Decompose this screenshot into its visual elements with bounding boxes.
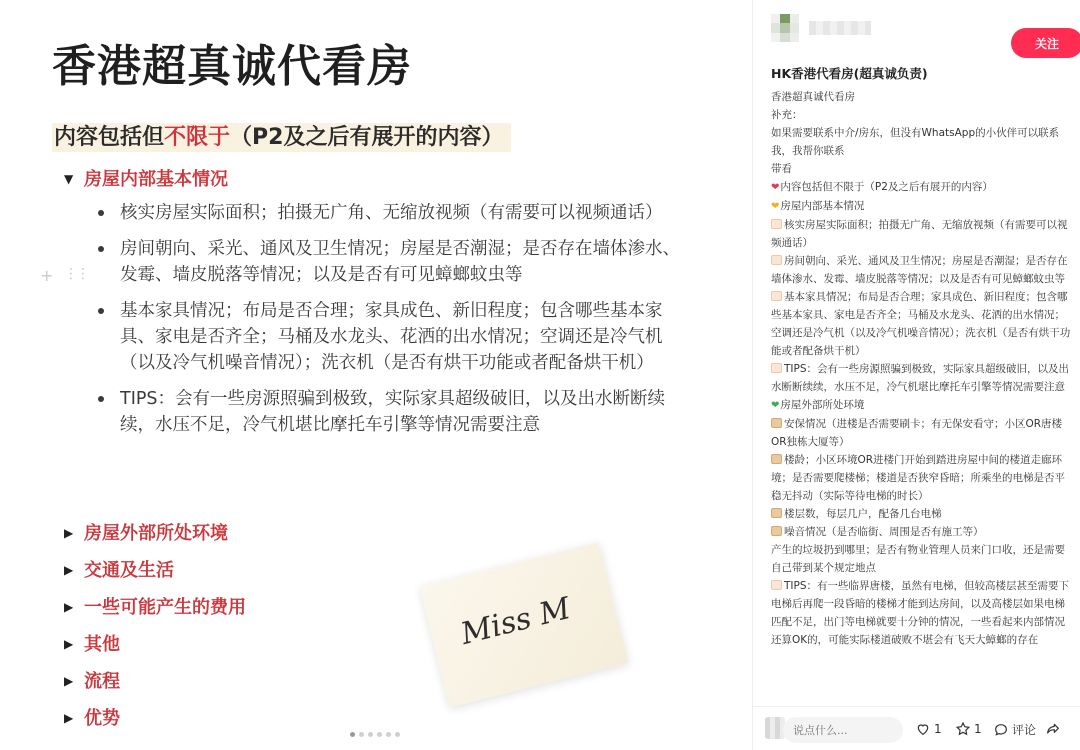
post-body-text: 补充： bbox=[771, 109, 803, 121]
heart-outline-icon bbox=[915, 721, 931, 737]
post-detail-panel bbox=[753, 0, 1080, 750]
post-body-line bbox=[771, 178, 1071, 197]
heart-icon: ❤ bbox=[771, 182, 780, 193]
box-icon bbox=[771, 418, 782, 428]
section-collapsed bbox=[64, 593, 246, 619]
heading-highlight: 不限于 bbox=[164, 125, 231, 150]
triangle-right-icon: ▶ bbox=[64, 711, 74, 725]
section-label: 流程 bbox=[84, 671, 120, 692]
bullet-item: 基本家具情况；布局是否合理；家具成色、新旧程度；包含哪些基本家具、家电是否齐全；马桶及水龙头、花洒的出水情况；空调还是冷气机（以及冷气机噪音情况）；洗衣机（是否有烘干功能或者配备烘干机） bbox=[96, 298, 696, 376]
post-body-text: 产生的垃圾扔到哪里；是否有物业管理人员来门口收，还是需要自己带到某个规定地点 bbox=[771, 544, 1065, 574]
box-icon bbox=[771, 454, 782, 464]
author-row bbox=[771, 14, 1071, 51]
note-icon bbox=[771, 219, 782, 229]
post-body-line bbox=[771, 197, 1071, 216]
bullet-item: 房间朝向、采光、通风及卫生情况；房屋是否潮湿；是否存在墙体渗水、发霉、墙皮脱落等情况；以及是否有可见蟑螂蚊虫等 bbox=[96, 236, 696, 288]
post-body-line bbox=[771, 88, 1071, 106]
carousel-dot[interactable] bbox=[368, 732, 373, 737]
triangle-down-icon: ▼ bbox=[64, 172, 74, 186]
post-body-text: 安保情况（进楼是否需要刷卡；有无保安看守；小区OR唐楼OR独栋大厦等） bbox=[771, 418, 1063, 448]
post-body-text: 房屋内部基本情况 bbox=[780, 200, 865, 212]
section-label: 其他 bbox=[84, 634, 120, 655]
section-label: 房屋内部基本情况 bbox=[84, 169, 228, 190]
post-body-text: 楼层数，每层几户，配备几台电梯 bbox=[784, 508, 942, 520]
carousel-dot[interactable] bbox=[395, 732, 400, 737]
yellow-heart-icon: ❤ bbox=[771, 201, 780, 212]
bullet-list bbox=[96, 200, 696, 448]
collect-count: 1 bbox=[974, 722, 982, 736]
post-body-line bbox=[771, 451, 1071, 505]
post-body-line bbox=[771, 415, 1071, 451]
post-body-line bbox=[771, 160, 1071, 178]
triangle-right-icon: ▶ bbox=[64, 600, 74, 614]
post-body-line bbox=[771, 396, 1071, 415]
comment-bubble-icon bbox=[993, 722, 1009, 738]
post-body-line bbox=[771, 577, 1071, 649]
add-block-icon: + bbox=[40, 266, 54, 285]
box-icon bbox=[771, 526, 782, 536]
share-icon bbox=[1045, 721, 1061, 737]
post-body-text: 噪音情况（是否临街、周围是否有施工等） bbox=[784, 526, 984, 538]
collect-button[interactable] bbox=[955, 721, 982, 737]
drag-handle-icon: ⋮⋮ bbox=[64, 266, 88, 282]
post-body-text: 带看 bbox=[771, 163, 792, 175]
post-body-line bbox=[771, 505, 1071, 523]
comment-input[interactable] bbox=[783, 717, 903, 743]
comment-button[interactable] bbox=[993, 721, 1036, 738]
triangle-right-icon: ▶ bbox=[64, 563, 74, 577]
post-body-text: 核实房屋实际面积；拍摄无广角、无缩放视频（有需要可以视频通话） bbox=[771, 219, 1068, 249]
section-collapsed bbox=[64, 704, 120, 730]
section-collapsed bbox=[64, 630, 120, 656]
follow-button[interactable]: 关注 bbox=[1011, 28, 1080, 58]
carousel-dot[interactable] bbox=[386, 732, 391, 737]
engagement-bar bbox=[753, 706, 1080, 750]
like-button[interactable] bbox=[915, 721, 942, 737]
triangle-right-icon: ▶ bbox=[64, 674, 74, 688]
post-body-text: 内容包括但不限于（P2及之后有展开的内容） bbox=[780, 181, 993, 193]
like-count: 1 bbox=[934, 722, 942, 736]
section-label: 优势 bbox=[84, 708, 120, 729]
comment-label: 评论 bbox=[1012, 723, 1037, 737]
post-title: HK香港代看房(超真诚负责) bbox=[771, 66, 928, 81]
section-label: 交通及生活 bbox=[84, 560, 174, 581]
post-body-line bbox=[771, 252, 1071, 288]
section-label: 房屋外部所处环境 bbox=[84, 523, 228, 544]
post-body-text: 房屋外部所处环境 bbox=[780, 399, 865, 411]
post-body bbox=[771, 88, 1071, 696]
carousel-dot[interactable] bbox=[350, 732, 355, 737]
carousel-dot[interactable] bbox=[377, 732, 382, 737]
post-body-text: TIPS：有一些临界唐楼，虽然有电梯，但较高楼层甚至需要下电梯后再爬一段昏暗的楼梯才能到达房间，以及高楼层如果电梯匹配不足，出门等电梯就要十分钟的情况，一些看起来内部情况还算OK的，可能实际楼道破败不堪会有飞天大蟑螂的存在 bbox=[771, 580, 1070, 646]
post-body-line bbox=[771, 216, 1071, 252]
post-body-text: 如果需要联系中介/房东，但没有WhatsApp的小伙伴可以联系我，我帮你联系 bbox=[771, 127, 1060, 157]
heading-suffix: （P2及之后有展开的内容） bbox=[230, 125, 504, 150]
section-collapsed bbox=[64, 556, 174, 582]
post-body-text: TIPS：会有一些房源照骗到极致，实际家具超级破旧，以及出水断断续续，水压不足，冷气机堪比摩托车引擎等情况需要注意 bbox=[771, 363, 1070, 393]
post-body-text: 香港超真诚代看房 bbox=[771, 91, 855, 103]
post-body-text: 基本家具情况；布局是否合理；家具成色、新旧程度；包含哪些基本家具、家电是否齐全；马桶及水龙头、花洒的出水情况；空调还是冷气机（以及冷气机噪音情况）；洗衣机（是否有烘干功能或者配备烘干机） bbox=[771, 291, 1071, 357]
post-body-line bbox=[771, 106, 1071, 124]
triangle-right-icon: ▶ bbox=[64, 637, 74, 651]
image-title: 香港超真诚代看房 bbox=[52, 41, 412, 92]
section-open bbox=[64, 165, 228, 191]
avatar[interactable] bbox=[771, 14, 799, 42]
bullet-item: 核实房屋实际面积；拍摄无广角、无缩放视频（有需要可以视频通话） bbox=[96, 200, 696, 226]
section-collapsed bbox=[64, 667, 120, 693]
heading-prefix: 内容包括但 bbox=[54, 125, 165, 150]
post-body-line bbox=[771, 523, 1071, 541]
note-icon bbox=[771, 255, 782, 265]
carousel-indicator[interactable] bbox=[350, 732, 400, 737]
triangle-right-icon: ▶ bbox=[64, 526, 74, 540]
post-body-line bbox=[771, 288, 1071, 360]
carousel-dot[interactable] bbox=[359, 732, 364, 737]
green-heart-icon: ❤ bbox=[771, 400, 780, 411]
share-button[interactable] bbox=[1045, 721, 1061, 737]
post-body-text: 房间朝向、采光、通风及卫生情况；房屋是否潮湿；是否存在墙体渗水、发霉、墙皮脱落等情况；以及是否有可见蟑螂蚊虫等 bbox=[771, 255, 1068, 285]
user-avatar bbox=[765, 717, 785, 739]
box-icon bbox=[771, 508, 782, 518]
note-icon bbox=[771, 291, 782, 301]
content-heading bbox=[52, 120, 511, 154]
section-label: 一些可能产生的费用 bbox=[84, 597, 246, 618]
post-body-line bbox=[771, 360, 1071, 396]
post-body-line bbox=[771, 124, 1071, 160]
section-collapsed bbox=[64, 519, 228, 545]
star-outline-icon bbox=[955, 721, 971, 737]
post-body-line bbox=[771, 541, 1071, 577]
heading-highlight-block bbox=[52, 123, 511, 152]
author-name-blurred[interactable] bbox=[809, 21, 871, 35]
post-body-text: 楼龄；小区环境OR进楼门开始到踏进房屋中间的楼道走廊环境；是否需要爬楼梯；楼道是否狭窄昏暗；所乘坐的电梯是否平稳无抖动（实际等待电梯的时长） bbox=[771, 454, 1065, 502]
signature: Miss M bbox=[457, 591, 574, 652]
bullet-item: TIPS：会有一些房源照骗到极致，实际家具超级破旧，以及出水断断续续，水压不足，冷气机堪比摩托车引擎等情况需要注意 bbox=[96, 386, 696, 438]
note-icon bbox=[771, 363, 782, 373]
note-icon bbox=[771, 580, 782, 590]
